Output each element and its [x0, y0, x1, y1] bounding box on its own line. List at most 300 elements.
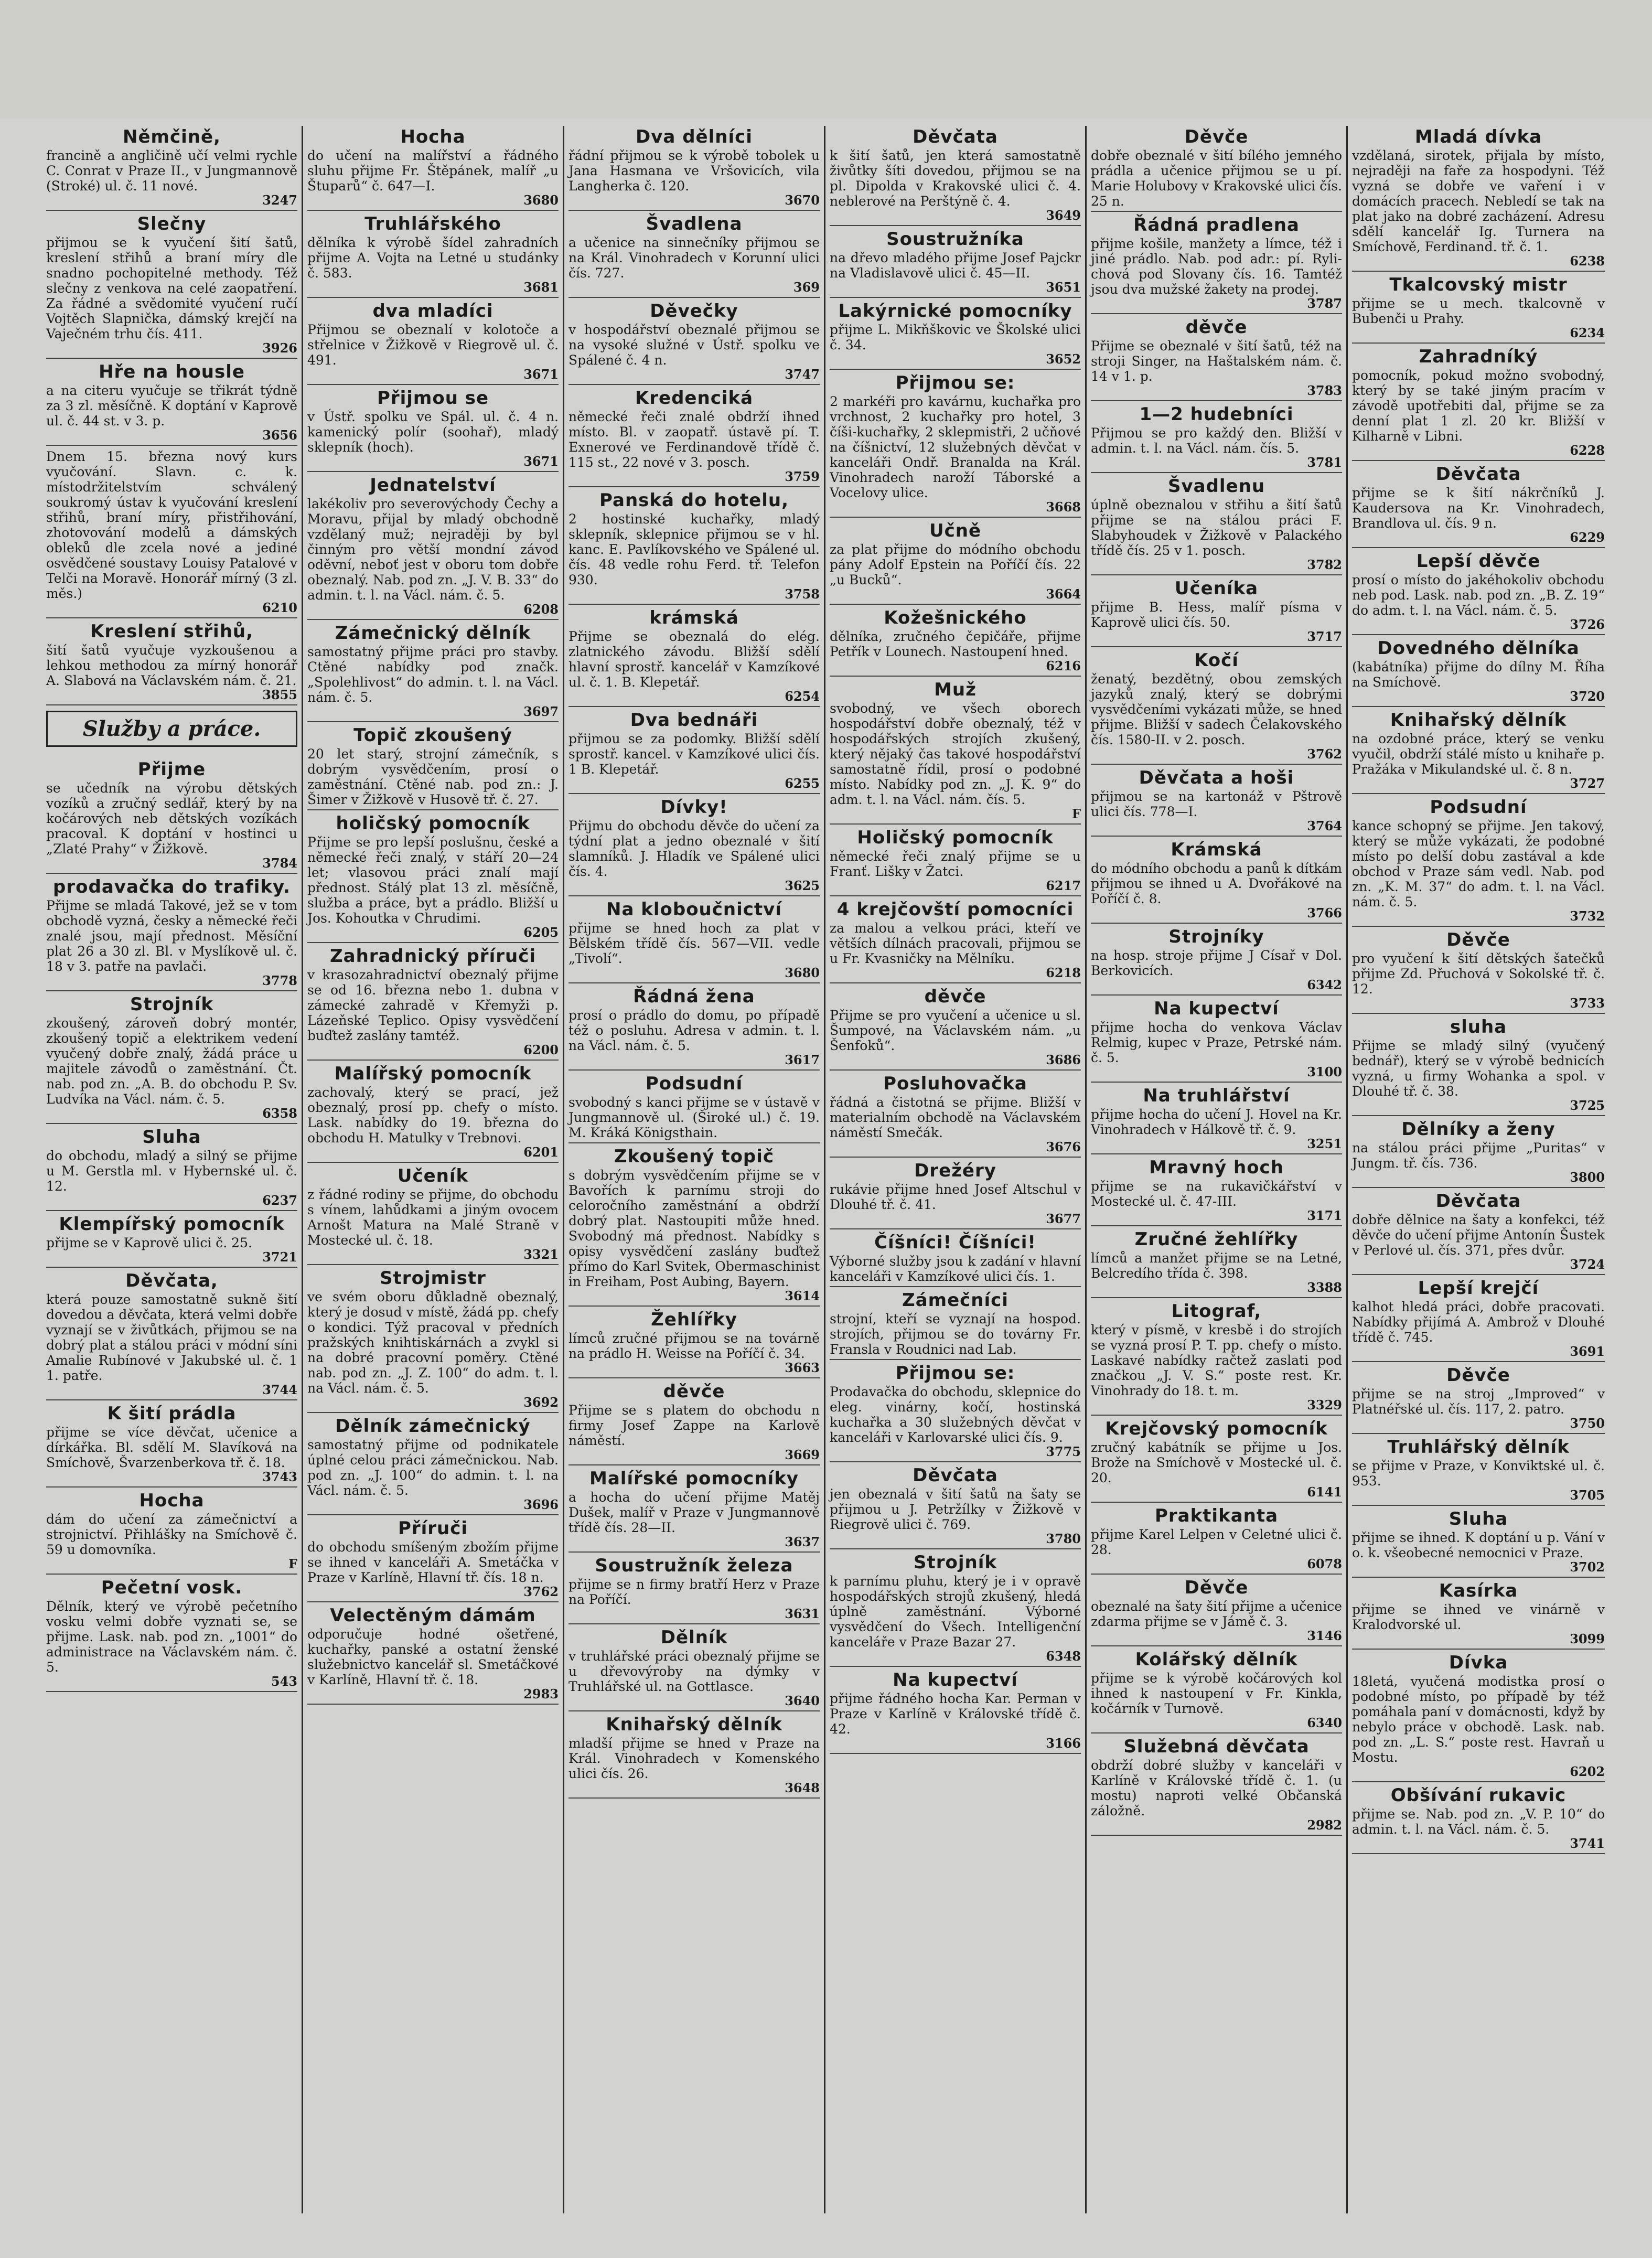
- ad-number: 3720: [1570, 689, 1605, 704]
- ad-heading: Děvčata: [913, 1465, 998, 1486]
- ad-body: zachovalý, který se prací, jež obeznalý, prosí pp. chefy o místo. Lask. nabídky do 19. března do obchodu H. Matulky v Trebnovi.: [307, 1085, 559, 1146]
- ad-body: rukávie přijme hned Josef Altschul v Dlouhé tř. č. 41.: [830, 1182, 1081, 1212]
- ad-number: 3744: [262, 1382, 297, 1397]
- ad-heading: Přijmou se:: [895, 372, 1015, 393]
- ad-body: lakékoliv pro severovýchody Čechy a Moravu, přijal by mladý obchodně vzdělaný muž; nejraději by byl činným pro větší mondní závod oděvní, neboť jest v oboru tom dobře obeznalý. Nab. pod zn. „J. V. B. 33“ do admin. t. l. na Václ. nám. č. 5.: [307, 496, 559, 603]
- ad-number: 3686: [1046, 1052, 1081, 1067]
- classified-ad: [1091, 1578, 1342, 1646]
- ad-body: přijme hocha do venkova Václav Relmig, kupec v Praze, Petrské nám. č. 5.: [1091, 1020, 1342, 1065]
- ad-number: 3758: [785, 586, 820, 602]
- ad-body: na dřevo mladého přijme Josef Pajckr na Vladislavově ulici č. 45—II.: [830, 250, 1081, 281]
- ad-heading: Strojmistr: [380, 1268, 486, 1289]
- ad-body: do obchodu smíšeným zbožím přijme se ihned v kanceláři A. Smetáčka v Praze v Karlíně, Hlavní tř. čís. 18 n.: [307, 1539, 559, 1585]
- ad-body: obeznalé na šaty šití přijme a učenice zdarma přijme se v Jámě č. 3.: [1091, 1599, 1342, 1629]
- ad-number: 3717: [1307, 629, 1342, 644]
- ad-number: 3656: [262, 427, 297, 443]
- ad-heading: Číšníci! Číšníci!: [874, 1232, 1036, 1253]
- ad-number: 3784: [262, 855, 297, 871]
- ad-body: Přijme se mladá Takové, jež se v tom obchodě vyzná, česky a německé řeči znalé jsou, mají přednost. Měsíční plat 26 a 30 zl. Bl. v Myslíkově ul. č. 18 v 3. patře na pavlači.: [46, 898, 297, 974]
- ad-heading: Litograf,: [1171, 1301, 1262, 1322]
- classified-ad: [1091, 1650, 1342, 1733]
- ad-heading: děvče: [1185, 317, 1248, 338]
- ad-number: 3691: [1570, 1344, 1605, 1359]
- ad-heading: Dělníky a ženy: [1401, 1119, 1556, 1140]
- ad-body: přijme se. Nab. pod zn. „V. P. 10“ do admin. t. l. na Václ. nám. č. 5.: [1352, 1806, 1605, 1837]
- classified-ad: [1091, 215, 1342, 314]
- classified-ad: [307, 1064, 559, 1163]
- classified-ad: [307, 814, 559, 943]
- ad-number: 3747: [785, 367, 820, 382]
- ad-heading: Lepší děvče: [1416, 551, 1541, 572]
- ad-heading: Tkalcovský mistr: [1389, 274, 1568, 295]
- ad-number: 6255: [785, 776, 820, 791]
- ad-heading: Přijme: [137, 759, 206, 780]
- ad-number: 3677: [1046, 1211, 1081, 1226]
- ad-number: 3671: [523, 367, 559, 382]
- classified-ad: [830, 1161, 1081, 1229]
- classified-ad: [830, 1553, 1081, 1667]
- classified-ad: [307, 388, 559, 472]
- classified-ad: [1091, 1158, 1342, 1226]
- classified-ad: [307, 1606, 559, 1705]
- classified-ad: [307, 725, 559, 810]
- classified-ad: [568, 900, 820, 983]
- classified-ad: [830, 900, 1081, 983]
- ad-number: 3780: [1046, 1531, 1081, 1546]
- classified-ad: [46, 1271, 297, 1400]
- ad-number: 3759: [785, 469, 820, 484]
- ad-heading: Zámečnický dělník: [335, 623, 531, 644]
- ad-number: 3166: [1046, 1736, 1081, 1751]
- ad-heading: Řádná pradlena: [1133, 215, 1300, 236]
- ad-number: 3652: [1046, 351, 1081, 367]
- ad-number: 3171: [1307, 1208, 1342, 1223]
- ad-heading: Učeníka: [1174, 578, 1259, 599]
- ad-heading: Děvče: [1446, 929, 1510, 950]
- ad-number: 6141: [1307, 1484, 1342, 1500]
- ad-heading: Němčině,: [123, 126, 221, 147]
- ad-body: Přijmou se pro každý den. Bližší v admin. t. l. na Václ. nám. čís. 5.: [1091, 425, 1342, 456]
- ad-body: dělníka, zručného čepičáře, přijme Petřík v Lounech. Nastoupení hned.: [830, 629, 1081, 659]
- ad-number: 3692: [523, 1395, 559, 1410]
- ad-number: 3725: [1570, 1098, 1605, 1113]
- ad-body: kalhot hledá práci, dobře pracovati. Nabídky přijímá A. Ambrož v Dlouhé třídě č. 745.: [1352, 1299, 1605, 1345]
- ad-body: pro vyučení k šití dětských šatečků přijme Zd. Přuchová v Sokolské tř. č. 12.: [1352, 951, 1605, 997]
- classified-ad: [1091, 927, 1342, 996]
- ad-body: přijme se v Kaprově ulici č. 25.: [46, 1235, 252, 1250]
- classified-ad: [568, 127, 820, 211]
- page-top-margin: [0, 0, 1652, 118]
- ad-body: prosí o prádlo do domu, po případě též o posluhu. Adresa v admin. t. l. na Václ. nám. č. 5.: [568, 1008, 820, 1053]
- classified-ad: [830, 680, 1081, 825]
- ad-heading: Na kloboučnictví: [606, 899, 782, 920]
- ad-number: 6208: [523, 602, 559, 617]
- ad-body: šití šatů vyučuje vyzkoušenou a lehkou methodou za mírný honorář A. Slabová na Václavském nám. č. 21.: [46, 643, 297, 688]
- ad-number: 3680: [785, 965, 820, 980]
- ad-body: a učenice na sinnečníky přijmou se na Král. Vinohradech v Korunní ulici čís. 727.: [568, 235, 820, 281]
- classified-ad: [1091, 1419, 1342, 1503]
- ad-body: přijme se n firmy bratří Herz v Praze na Poříčí.: [568, 1577, 820, 1607]
- ad-body: přijmou se na kartonáž v Pštrově ulici čís. 778—I.: [1091, 789, 1342, 819]
- ad-body: Přijme se obeznalá do elég. zlatnického závodu. Bližší sdělí hlavní sprostř. kancelář v Kamzíkové ul. č. 1. B. Klepetář.: [568, 629, 820, 690]
- ad-heading: děvče: [924, 986, 986, 1007]
- classified-ad: [568, 797, 820, 896]
- ad-heading: Zámečníci: [902, 1290, 1009, 1311]
- classified-columns: [42, 126, 1610, 2213]
- ad-heading: Děvče: [1446, 1365, 1510, 1386]
- ad-heading: Švadlenu: [1167, 476, 1265, 497]
- classified-ad: [46, 214, 297, 359]
- classified-ad: [568, 1310, 820, 1378]
- ad-body: německé řeči znalé obdrží ihned místo. Bl. v zaopatř. ústavě pí. T. Exnerové ve Ferdinandově třídě č. 115 st., 22 nové v 3. posch.: [568, 409, 820, 470]
- ad-body: přijmou se za podomky. Bližší sdělí sprostř. kancel. v Kamzíkové ulici čís. 1 B. Klepetář.: [568, 731, 820, 777]
- ad-body: svobodný, ve všech oborech hospodářství dobře obeznalý, též v hospodářských strojích zkušený, který nějaký čas takové hospodářství samostatně řídil, prosí o podobné místo. Nabídky pod zn. „J. K. 9“ do adm. t. l. na Václ. nám. čís. 5.: [830, 701, 1081, 807]
- ad-body: samostatný přijme od podnikatele úplné celou práci zámečnickou. Nab. pod zn. „J. 100“ do admin. t. l. na Václ. nám. č. 5.: [307, 1437, 559, 1498]
- column-1: [42, 126, 303, 2213]
- ad-number: 3625: [785, 878, 820, 893]
- ad-number: 6254: [785, 689, 820, 704]
- ad-heading: Kočí: [1194, 650, 1239, 671]
- ad-heading: Lakýrnické pomocníky: [838, 301, 1072, 322]
- classified-ad: [1091, 1229, 1342, 1298]
- ad-heading: Kožešnického: [884, 607, 1027, 628]
- classified-ad: [568, 1628, 820, 1711]
- ad-body: dobře obeznalé v šití bílého jemného prádla a učenice přijmou se u pí. Marie Holubovy v Krakovské ulici čís. 25 n.: [1091, 148, 1342, 209]
- classified-ad: [46, 449, 297, 618]
- classified-ad: [830, 1465, 1081, 1549]
- ad-body: kance schopný se přijme. Jen takový, který se může vykázati, že podobné místo po delší dobu zastával a kde obchod v Praze sám vedl. Nab. pod zn. „K. M. 37“ do adm. t. l. na Václ. nám. č. 5.: [1352, 818, 1605, 909]
- classified-ad: [568, 1556, 820, 1624]
- ad-heading: Mravný hoch: [1149, 1157, 1284, 1178]
- ad-body: přijme košile, manžety a límce, též i jiné prádlo. Nab. pod adr.: pí. Ryli-chová pod Slovany čís. 16. Tamtéž jsou dva mužské žakety na prodej.: [1091, 236, 1342, 297]
- classified-ad: [1352, 347, 1605, 461]
- ad-heading: Soustružník železa: [595, 1555, 793, 1576]
- ad-heading: Holičský pomocník: [857, 827, 1054, 848]
- ad-body: se učedník na výrobu dětských vozíků a zručný sedlář, který by na kočárových neb dětských vozíkách pracoval. K doptání v hostinci u „Zlaté Prahy“ v Žižkově.: [46, 780, 297, 857]
- ad-number: 3741: [1570, 1836, 1605, 1851]
- column-3: [564, 126, 825, 2213]
- classified-ad: [1352, 464, 1605, 548]
- ad-number: 3614: [785, 1288, 820, 1303]
- ad-body: za plat přijme do módního obchodu pány Adolf Epstein na Poříčí čís. 22 „u Bucků“.: [830, 542, 1081, 587]
- ad-body: Přijme se s platem do obchodu n firmy Josef Zappe na Karlově náměstí.: [568, 1403, 820, 1448]
- ad-heading: Mladá dívka: [1414, 126, 1542, 147]
- ad-number: 3329: [1307, 1397, 1342, 1412]
- ad-number: 3766: [1307, 905, 1342, 921]
- ad-number: 3668: [1046, 499, 1081, 515]
- ad-body: Přijme se pro vyučení a učenice u sl. Šumpové, na Václavském nám. „u Šenfoků“.: [830, 1008, 1081, 1053]
- ad-body: z řádné rodiny se přijme, do obchodu s vínem, lahůdkami a jiným ovocem Arnošt Matura na Malé Straně v Mostecké ul. č. 18.: [307, 1187, 559, 1248]
- ad-number: 3775: [1046, 1444, 1081, 1459]
- ad-body: přijme se na stroj „Improved“ v Platnéřské ul. čís. 117, 2. patro.: [1352, 1386, 1605, 1417]
- ad-number: 3388: [1307, 1280, 1342, 1295]
- classified-ad: [1352, 1437, 1605, 1506]
- ad-heading: Podsudní: [1430, 797, 1527, 818]
- classified-ad: [568, 1715, 820, 1799]
- ad-number: 3732: [1570, 908, 1605, 924]
- ad-number: 3100: [1307, 1064, 1342, 1079]
- ad-heading: Malířské pomocníky: [589, 1468, 799, 1489]
- ad-body: za malou a velkou práci, kteří ve větších dílnách pracovali, přijmou se u Fr. Kvasničky na Mělníku.: [830, 921, 1081, 966]
- ad-heading: Velectěným dámám: [330, 1605, 536, 1626]
- ad-heading: Panská do hotelu,: [599, 490, 789, 511]
- ad-body: přijme se ihned ve vinárně v Kralodvorské ul.: [1352, 1602, 1605, 1632]
- classified-ad: [1352, 275, 1605, 344]
- classified-ad: [46, 127, 297, 211]
- ad-body: přijmou se k vyučení šití šatů, kreslení střihů a braní míry dle snadno pochopitelné methody. Též slečny z venkova na celé zaopatření. Za řádné a svědomité vyučení ručí Vojtěch Slapnička, dámský krejčí na Vaječném trhu čís. 411.: [46, 235, 297, 341]
- classified-ad: [46, 1214, 297, 1268]
- classified-ad: [46, 362, 297, 446]
- ad-number: 3783: [1307, 383, 1342, 398]
- classified-ad: [568, 1469, 820, 1553]
- classified-ad: [46, 759, 297, 874]
- ad-heading: Hocha: [400, 126, 466, 147]
- classified-ad: [568, 987, 820, 1071]
- classified-ad: [830, 1363, 1081, 1462]
- classified-ad: [307, 623, 559, 722]
- ad-body: mladší přijme se hned v Praze na Král. Vinohradech v Komenského ulici čís. 26.: [568, 1736, 820, 1781]
- classified-ad: [1352, 930, 1605, 1014]
- ad-body: francině a angličině učí velmi rychle C. Conrat v Praze II., v Jungmannově (Stroké) ul. č. 11 nové.: [46, 148, 297, 194]
- ad-number: 3762: [523, 1584, 559, 1599]
- column-6: [1348, 126, 1609, 2213]
- ad-heading: Kasírka: [1439, 1580, 1518, 1601]
- ad-body: dám do učení za zámečnictví a strojnictví. Přihlášky na Smíchově č. 59 u domovníka.: [46, 1512, 297, 1557]
- ad-body: v Ústř. spolku ve Spál. ul. č. 4 n. kamenický polír (soohař), mladý sklepník (hoch).: [307, 409, 559, 455]
- ad-body: v truhlářské práci obeznalý přijme se u dřevovýroby na dýmky v Truhlářské ul. na Gottlasce.: [568, 1649, 820, 1694]
- ad-number: 6340: [1307, 1715, 1342, 1730]
- ad-body: přijme se na rukavičkářství v Mostecké ul. č. 47-III.: [1091, 1179, 1342, 1209]
- classified-ad: [1352, 1509, 1605, 1578]
- ad-body: 20 let starý, strojní zámečník, s dobrým vysvědčením, prosí o zaměstnání. Ctěné nab. pod zn.: J. Šimer v Žižkově v Husově tř. č. 27.: [307, 746, 559, 807]
- ad-number: 3743: [262, 1469, 297, 1484]
- ad-number: 3617: [785, 1052, 820, 1067]
- ad-heading: Děvečky: [650, 301, 738, 322]
- ad-number: 6342: [1307, 977, 1342, 992]
- classified-ad: [1091, 1301, 1342, 1416]
- ad-body: Dnem 15. března nový kurs vyučování. Slavn. c. k. místodržitelstvím schválený soukromý ústav k vyučování kreslení střihů, braní míry, přistřihování, zhotovování modelů a dámských obleků dle zcela nové a jediné osvědčené soustavy Louisy Patalové v Telči na Moravě. Honorář mírný (3 zl. měs.): [46, 449, 297, 601]
- ad-body: přijme se u mech. tkalcovně v Bubenči u Prahy.: [1352, 296, 1605, 326]
- ad-number: 3648: [785, 1780, 820, 1795]
- ad-body: na stálou práci přijme „Puritas“ v Jungm. tř. čís. 736.: [1352, 1140, 1605, 1171]
- ad-heading: Zručné žehlířky: [1134, 1229, 1299, 1250]
- ad-heading: Děvčata,: [125, 1270, 218, 1291]
- ad-heading: Jednatelství: [370, 475, 496, 496]
- ad-heading: prodavačka do trafiky.: [53, 876, 291, 897]
- ad-number: 3781: [1307, 455, 1342, 470]
- classified-ad: [1091, 127, 1342, 212]
- classified-ad: [830, 828, 1081, 896]
- ad-heading: Muž: [934, 679, 977, 700]
- ad-body: přijme se ihned. K doptání u p. Vání v o. k. všeobecné nemocnici v Praze.: [1352, 1530, 1605, 1560]
- ad-number: 2982: [1307, 1817, 1342, 1833]
- ad-heading: 4 krejčovští pomocníci: [836, 899, 1074, 920]
- ad-number: 3631: [785, 1606, 820, 1621]
- ad-heading: Na kupectví: [893, 1670, 1018, 1690]
- classified-ad: [1091, 840, 1342, 924]
- ad-body: který v písmě, v kresbě i do strojích se vyzná prosí P. T. pp. chefy o místo. Laskavé nabídky račtež zaslati pod značkou „J. V. S.“ poste rest. Kr. Vinohrady do 18. t. m.: [1091, 1322, 1342, 1398]
- ad-body: přijme se více děvčat, učenice a dírkářka. Bl. sdělí M. Slavíková na Smíchově, Švarzenberkova tř. č. 18.: [46, 1425, 297, 1470]
- ad-body: na hosp. stroje přijme J Císař v Dol. Berkovicích.: [1091, 948, 1342, 978]
- classified-ad: [1352, 710, 1605, 794]
- ad-body: přijme se k šití nákrčníků J. Kaudersova na Kr. Vinohradech, Brandlova ul. čís. 9 n.: [1352, 485, 1605, 531]
- classified-ad: [1091, 476, 1342, 575]
- ad-number: 3247: [262, 192, 297, 208]
- classified-ad: [568, 214, 820, 298]
- ad-number: 3762: [1307, 746, 1342, 762]
- ad-body: a hocha do učení přijme Matěj Dušek, malíř v Praze v Jungmannově třídě čís. 28—II.: [568, 1490, 820, 1535]
- section-heading-box: Služby a práce.: [46, 711, 297, 747]
- classified-ad: [46, 711, 297, 756]
- ad-heading: Knihařský dělník: [1390, 710, 1567, 731]
- classified-ad: [46, 622, 297, 705]
- ad-number: 3680: [523, 192, 559, 208]
- ad-heading: Učně: [929, 520, 982, 541]
- ad-number: 3663: [785, 1360, 820, 1375]
- ad-heading: Hocha: [139, 1490, 205, 1511]
- classified-ad: [307, 214, 559, 298]
- classified-ad: [1091, 1086, 1342, 1154]
- classified-ad: [830, 373, 1081, 518]
- classified-ad: [46, 1578, 297, 1692]
- ad-heading: Krámská: [1171, 839, 1262, 860]
- classified-ad: [307, 1518, 559, 1602]
- ad-body: a na citeru vyučuje se třikrát týdně za 3 zl. měsíčně. K doptání v Kaprově ul. č. 44 st. v 3. p.: [46, 383, 297, 429]
- ad-number: 3750: [1570, 1416, 1605, 1431]
- ad-body: do učení na malířství a řádného sluhu přijme Fr. Štěpánek, malíř „u Štuparů“ č. 647—I.: [307, 148, 559, 194]
- classified-ad: [830, 1670, 1081, 1754]
- ad-heading: Dívky!: [660, 797, 728, 818]
- ad-body: se přijme v Praze, v Konviktské ul. č. 953.: [1352, 1458, 1605, 1489]
- ad-number: 3681: [523, 280, 559, 295]
- ad-number: F: [288, 1556, 297, 1571]
- classified-ad: [1352, 1653, 1605, 1782]
- ad-heading: Strojník: [130, 994, 213, 1015]
- ad-body: k šití šatů, jen která samostatně živůtky šíti dovedou, přijmou se na pl. Dipolda v Krakovské ulici č. 4. neblerové na Perštýně č. 4.: [830, 148, 1081, 209]
- ad-heading: Dovedného dělníka: [1377, 638, 1580, 659]
- ad-body: přijme L. Mikňškovic ve Školské ulici č. 34.: [830, 322, 1081, 352]
- ad-number: 3697: [523, 704, 559, 719]
- ad-body: Přijme se obeznalé v šití šatů, též na stroji Singer, na Haštalském nám. č. 14 v 1. p.: [1091, 338, 1342, 384]
- ad-body: vzdělaná, sirotek, přijala by místo, nejraději na faře za hospodyni. Též vyzná se dobře ve vaření i v domácích pracech. Nebledí se tak na plat jako na dobré zacházení. Adresu sdělí kancelář Ig. Turnera na Smíchově, Ferdinand. tř. č. 1.: [1352, 148, 1605, 254]
- ad-number: 3637: [785, 1534, 820, 1549]
- ad-heading: Krejčovský pomocník: [1105, 1418, 1328, 1439]
- ad-heading: Zahradníký: [1419, 346, 1538, 367]
- ad-heading: Lepší krejčí: [1418, 1278, 1539, 1299]
- classified-ad: [1352, 1119, 1605, 1188]
- classified-ad: [1091, 579, 1342, 647]
- ad-body: úplně obeznalou v střihu a šití šatů přijme se na stálou práci F. Slabyhoudek v Žižkově v Palackého třídě čís. 25 v 1. posch.: [1091, 497, 1342, 558]
- ad-number: 6238: [1570, 253, 1605, 269]
- ad-number: 6348: [1046, 1649, 1081, 1664]
- classified-ad: [1352, 1278, 1605, 1362]
- classified-ad: [1352, 638, 1605, 707]
- ad-number: 6210: [262, 600, 297, 615]
- classified-ad: [46, 1127, 297, 1211]
- ad-number: 6228: [1570, 443, 1605, 458]
- ad-number: F: [1071, 806, 1081, 821]
- ad-heading: K šití prádla: [107, 1403, 237, 1424]
- classified-ad: [830, 521, 1081, 605]
- ad-heading: Zahradnický příruči: [329, 946, 537, 967]
- ad-heading: Dělník zámečnický: [335, 1416, 531, 1437]
- classified-ad: [568, 710, 820, 794]
- classified-ad: [568, 1074, 820, 1143]
- ad-body: k parnímu pluhu, který je i v opravě hospodářských strojů zkušený, hledá úplně zaměstnání. Výborné vysvědčení do Všech. Intelligenční kanceláře v Praze Bazar 27.: [830, 1574, 1081, 1650]
- ad-body: odporučuje hodné ošetřené, kuchařky, panské a ostatní ženské služebnictvo kancelář sl. Smetáčkové v Karlíně, Hlavní tř. č. 18.: [307, 1626, 559, 1687]
- ad-body: 2 markéři pro kavárnu, kuchařka pro vrchnost, 2 kuchařky pro hotel, 3 číši-kuchařky, 2 sklepmistři, 2 učňové na číšnictví, 12 služebných děvčat v kanceláři Ondř. Branalda na Král. Vinohradech naroží Táborské a Vocelovy ulice.: [830, 394, 1081, 500]
- classified-ad: [1091, 1506, 1342, 1575]
- ad-heading: sluha: [1450, 1016, 1507, 1037]
- ad-heading: Děvče: [1184, 126, 1249, 147]
- ad-number: 3676: [1046, 1139, 1081, 1154]
- ad-heading: Kolářský dělník: [1135, 1649, 1298, 1670]
- ad-heading: Malířský pomocník: [334, 1063, 532, 1084]
- ad-number: 3724: [1570, 1257, 1605, 1272]
- ad-number: 3321: [523, 1247, 559, 1262]
- ad-heading: Pečetní vosk.: [101, 1577, 243, 1598]
- ad-number: 3670: [785, 192, 820, 208]
- ad-heading: dva mladíci: [372, 301, 494, 322]
- ad-body: jen obeznalá v šití šatů na šaty se přijmou u J. Petržílky v Žižkově v Riegrově ulici č. 769.: [830, 1486, 1081, 1532]
- ad-body: v krasozahradnictví obeznalý přijme se od 16. března nebo 1. dubna v zámecké zahradě v Křemyži p. Lázeňské Teplico. Opisy vysvědčení buďtež zaslány tamtéž.: [307, 967, 559, 1043]
- ad-number: 3705: [1570, 1488, 1605, 1503]
- ad-body: s dobrým vysvědčením přijme se v Bavořích k parnímu stroji do celoročního zaměstnání a obdrží dobrý plat. Nastoupiti může hned. Svobodný má přednost. Nabídky s opisy vysvědčení zaslány buďtež přímo do Karl Svitek, Obermaschinist in Freiham, Post Aubing, Bayern.: [568, 1168, 820, 1289]
- classified-ad: [1091, 404, 1342, 473]
- ad-number: 3926: [262, 340, 297, 356]
- ad-heading: Posluhovačka: [883, 1073, 1027, 1094]
- classified-ad: [307, 475, 559, 620]
- ad-heading: Řádná žena: [633, 986, 755, 1007]
- classified-ad: [830, 1233, 1081, 1287]
- classified-ad: [1352, 1017, 1605, 1116]
- classified-ad: [1091, 1737, 1342, 1836]
- ad-heading: Na kupectví: [1154, 998, 1279, 1019]
- ad-heading: Hře na housle: [99, 361, 245, 382]
- classified-ad: [1091, 999, 1342, 1083]
- ad-heading: Slečny: [137, 213, 207, 234]
- ad-heading: Děvče: [1184, 1577, 1249, 1598]
- ad-body: v hospodářství obeznalé přijmou se na vysoké služné v Ústř. spolku ve Spálené č. 4 n.: [568, 322, 820, 368]
- ad-number: 3855: [262, 687, 297, 702]
- classified-ad: [568, 1382, 820, 1465]
- ad-number: 3640: [785, 1693, 820, 1708]
- ad-heading: Děvčata: [913, 126, 998, 147]
- classified-ad: [1352, 797, 1605, 927]
- ad-body: límců a manžet přijme se na Letné, Belcredího třída č. 398.: [1091, 1250, 1342, 1281]
- ad-body: řádní přijmou se k výrobě tobolek u Jana Hasmana ve Vršovicích, vila Langherka č. 120.: [568, 148, 820, 194]
- ad-heading: Zkoušený topič: [614, 1146, 775, 1167]
- ad-body: svobodný s kanci přijme se v ústavě v Jungmannově ul. (Široké ul.) č. 19. M. Kráká Königsthain.: [568, 1095, 820, 1140]
- ad-number: 3727: [1570, 776, 1605, 791]
- classified-ad: [1352, 1581, 1605, 1650]
- classified-ad: [830, 1290, 1081, 1360]
- ad-number: 6234: [1570, 325, 1605, 340]
- ad-heading: Přijmou se:: [895, 1363, 1015, 1384]
- ad-number: 6218: [1046, 965, 1081, 980]
- ad-heading: Švadlena: [646, 213, 743, 234]
- ad-number: 3146: [1307, 1628, 1342, 1643]
- ad-heading: Kredenciká: [635, 388, 754, 409]
- ad-number: 6202: [1570, 1764, 1605, 1779]
- classified-ad: [1352, 1191, 1605, 1275]
- classified-ad: [1091, 650, 1342, 765]
- ad-body: Přijme se mladý silný (vyučený bednář), který se v výrobě bednicích vyzná, u firmy Wohanka a spol. v Dlouhé tř. č. 38.: [1352, 1038, 1605, 1099]
- ad-number: 3733: [1570, 996, 1605, 1011]
- classified-ad: [830, 301, 1081, 370]
- classified-ad: [1352, 1785, 1605, 1854]
- ad-number: 3721: [262, 1249, 297, 1265]
